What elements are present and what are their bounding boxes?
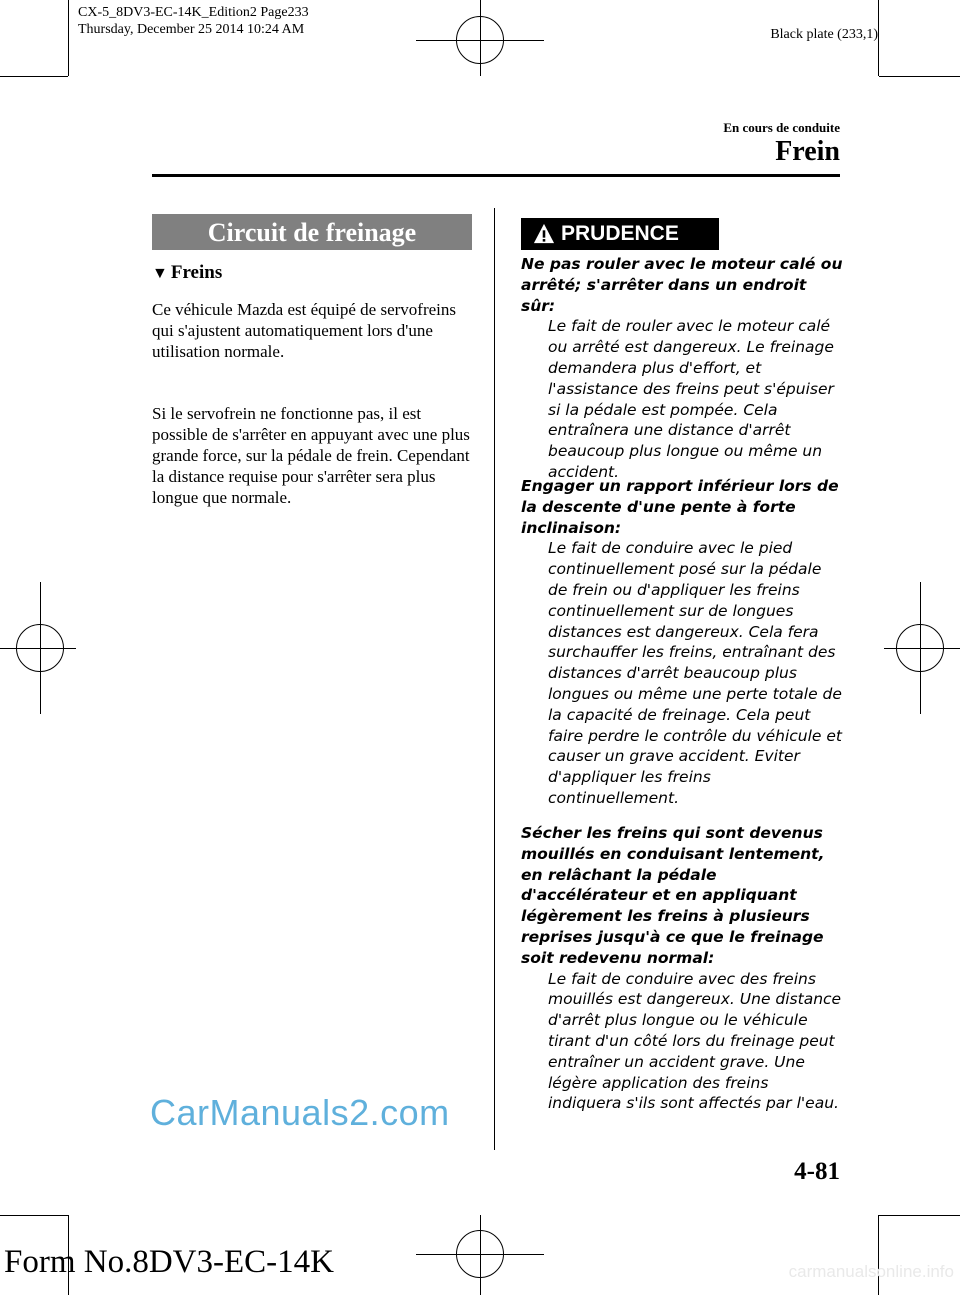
file-info-line1: CX-5_8DV3-EC-14K_Edition2 Page233 [78, 5, 309, 20]
header-rule [152, 174, 840, 177]
crop-mark [68, 0, 69, 76]
crop-mark [920, 582, 921, 714]
page-title: Frein [775, 136, 840, 167]
crop-mark [0, 1215, 68, 1216]
body-paragraph: Ce véhicule Mazda est équipé de servofreins qui s'ajustent automatiquement lors d'une utilisation normale. [152, 300, 456, 361]
crop-mark [884, 648, 960, 649]
warning-item [521, 823, 843, 1114]
crop-mark [879, 76, 960, 77]
warning-item [521, 254, 843, 483]
file-info-line2: Thursday, December 25 2014 10:24 AM [78, 22, 305, 37]
file-info [78, 4, 309, 38]
warning-triangle-icon [533, 223, 555, 245]
warning-body: Le fait de rouler avec le moteur calé ou arrêté est dangereux. Le freinage demandera plus d'effort, et l'assistance des freins peut s'épuiser si la pédale est pompée. Cela entraînera une distance d'arrêt beaucoup plus longue ou même un accident. [548, 317, 834, 481]
crop-mark [480, 0, 481, 76]
crop-mark [879, 1215, 960, 1216]
crop-mark [878, 0, 879, 76]
caution-banner [521, 218, 719, 250]
subheading [152, 262, 222, 284]
warning-body: Le fait de conduire avec le pied continuellement posé sur la pédale de frein ou d'appliquer les freins continuellement sur de longues distances est dangereux. Cela fera surchauffer les freins, entraînant des distances d'arrêt beaucoup plus longues ou même une perte totale de la capacité de freinage. Cela peut faire perdre le contrôle du véhicule et causer un grave accident. Eviter d'appliquer les freins continuellement. [548, 539, 842, 807]
footer-url: carmanualsonline.info [788, 1262, 954, 1281]
crop-mark [0, 76, 68, 77]
warning-item [521, 476, 843, 809]
column-divider [494, 208, 495, 1150]
watermark-text: CarManuals2.com [150, 1092, 450, 1133]
crop-mark [480, 1215, 481, 1295]
crop-mark [878, 1215, 879, 1295]
caution-label: PRUDENCE [561, 222, 679, 245]
warning-title: Sécher les freins qui sont devenus mouillés en conduisant lentement, en relâchant la pédale d'accélérateur et en appliquant légèrement les freins à plusieurs reprises jusqu'à ce que le freinage soit redevenu normal: [521, 824, 825, 967]
warning-title: Ne pas rouler avec le moteur calé ou arrêté; s'arrêter dans un endroit sûr: [521, 255, 843, 315]
page-number: 4-81 [794, 1158, 840, 1185]
warning-body: Le fait de conduire avec des freins mouillés est dangereux. Une distance d'arrêt plus longue ou le véhicule tirant d'un côté lors du freinage peut entraîner un accident grave. Une légère application des freins indiquera s'ils sont affectés par l'eau. [548, 969, 842, 1113]
chapter-label: En cours de conduite [723, 120, 840, 135]
warning-title: Engager un rapport inférieur lors de la descente d'une pente à forte inclinaison: [521, 477, 839, 537]
black-plate-label: Black plate (233,1) [770, 27, 878, 42]
triangle-bullet-icon: ▼ [152, 265, 168, 282]
form-number: Form No.8DV3-EC-14K [4, 1244, 334, 1280]
body-paragraph: Si le servofrein ne fonctionne pas, il est possible de s'arrêter en appuyant avec une plus grande force, sur la pédale de frein. Cependant la distance requise pour s'arrêter sera plus longue que normale. [152, 404, 470, 507]
crop-mark [40, 582, 41, 714]
subheading-text: Freins [170, 262, 223, 283]
section-title: Circuit de freinage [152, 214, 472, 250]
crop-mark [0, 648, 76, 649]
